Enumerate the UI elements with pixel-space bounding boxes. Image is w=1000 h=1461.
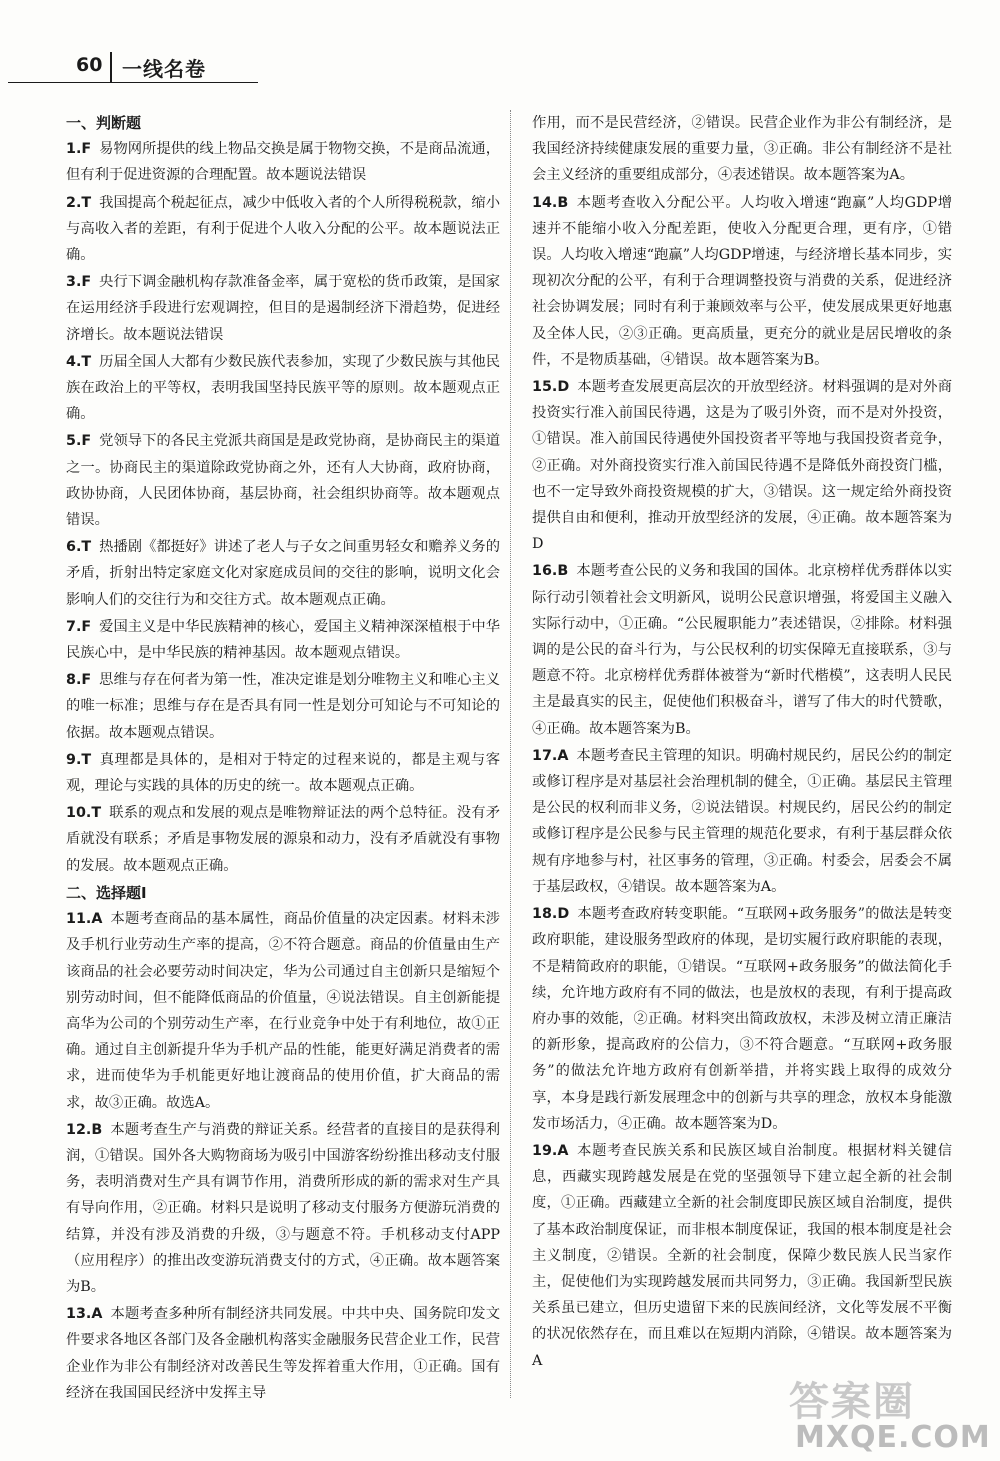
answer-text: 本题考查民主管理的知识。明确村规民约，居民公约的制定或修订程序是对基层社会治理机制的健全，①正确。基层民主管理是公民的权利而非义务，②说法错误。村规民约，居民公约的制定或修订程序是公民参与民主管理的规范化要求，有利于基层群众依规有序地参与村，社区事务的管理，③正确。村委会，居委会不属于基层政权，④错误。故本题答案为A。	[532, 747, 952, 895]
answer-text: 本题考查生产与消费的辩证关系。经营者的直接目的是获得利润，①错误。国外各大购物商场为吸引中国游客纷纷推出移动支付服务，表明消费对生产具有调节作用，消费所形成的新的需求对生产具有导向作用，②正确。材料只是说明了移动支付服务方便游玩消费的结算，并没有涉及消费的升级，③与题意不符。手机移动支付APP（应用程序）的推出改变游玩消费支付的方式，④正确。故本题答案为B。	[66, 1121, 500, 1295]
watermark-url: MXQE.COM	[795, 1420, 991, 1455]
answer-item	[66, 1301, 500, 1406]
answer-number: 10.T	[66, 805, 102, 822]
answer-item	[66, 349, 500, 428]
answer-number: 1.F	[66, 141, 92, 158]
answer-number: 2.T	[66, 194, 92, 211]
section-heading: 二、选择题Ⅰ	[66, 883, 147, 902]
answer-item	[532, 558, 952, 741]
page-header	[62, 52, 342, 86]
answer-number: 17.A	[532, 747, 569, 764]
answer-text: 联系的观点和发展的观点是唯物辩证法的两个总特征。没有矛盾就没有联系；矛盾是事物发展的源泉和动力，没有矛盾就没有事物的发展。故本题观点正确。	[66, 805, 500, 874]
answer-item	[66, 1117, 500, 1300]
answer-item	[66, 800, 500, 879]
answer-item	[66, 906, 500, 1116]
answer-text: 本题考查收入分配公平。人均收入增速“跑赢”人均GDP增速并不能缩小收入分配差距，使收入分配更合理，更有序，①错误。人均收入增速“跑赢”人均GDP增速，与经济增长基本同步，实现初次分配的公平，有利于合理调整投资与消费的关系，促进经济社会协调发展；同时有利于兼顾效率与公平，使发展成果更好地惠及全体人民，②③正确。更高质量，更充分的就业是居民增收的条件，不是物质基础，④错误。故本题答案为B。	[532, 194, 952, 368]
answer-item	[66, 269, 500, 348]
left-column	[66, 110, 500, 1407]
answer-number: 6.T	[66, 539, 92, 556]
answer-text: 本题考查民族关系和民族区域自治制度。根据材料关键信息，西藏实现跨越发展是在党的坚强领导下建立起全新的社会制度，①正确。西藏建立全新的社会制度即民族区域自治制度，提供了基本政治制度保证，而非根本制度保证，我国的根本制度是社会主义制度，②错误。全新的社会制度，保障少数民族人民当家作主，促使他们为实现跨越发展而共同努力，③正确。我国新型民族关系虽已建立，但历史遗留下来的民族间经济，文化等发展不平衡的状况依然存在，而且难以在短期内消除，④错误。故本题答案为A	[532, 1142, 952, 1369]
answer-text: 历届全国人大都有少数民族代表参加，实现了少数民族与其他民族在政治上的平等权，表明我国坚持民族平等的原则。故本题观点正确。	[66, 353, 500, 423]
answer-number: 18.D	[532, 906, 570, 923]
answer-text: 思维与存在何者为第一性，准决定谁是划分唯物主义和唯心主义的唯一标准；思维与存在是否具有同一性是划分可知论与不可知论的依据。故本题观点错误。	[66, 672, 500, 741]
answer-item	[66, 136, 500, 188]
header-rule	[8, 82, 258, 83]
answer-text: 本题考查公民的义务和我国的国体。北京榜样优秀群体以实际行动引领着社会文明新风，说明公民意识增强，将爱国主义融入实际行动中，①正确。“公民履职能力”表述错误，②排除。材料强调的是公民的奋斗行为，与公民权利的切实保障无直接联系，③与题意不符。北京榜样优秀群体被誉为“新时代楷模”，这表明人民民主是最真实的民主，促使他们积极奋斗，谱写了伟大的时代赞歌，④正确。故本题答案为B。	[532, 563, 952, 737]
answer-text: 作用，而不是民营经济，②错误。民营企业作为非公有制经济，是我国经济持续健康发展的重要力量，③正确。非公有制经济不是社会主义经济的重要组成部分，④表述错误。故本题答案为A。	[532, 115, 952, 184]
answer-continuation	[532, 110, 952, 189]
answer-number: 19.A	[532, 1142, 569, 1159]
answer-text: 爱国主义是中华民族精神的核心，爱国主义精神深深植根于中华民族心中，是中华民族的精神基因。故本题观点错误。	[66, 618, 500, 662]
answer-text: 本题考查政府转变职能。“互联网+政务服务”的做法是转变政府职能，建设服务型政府的体现，是切实履行政府职能的表现，不是精简政府的职能，①错误。“互联网+政务服务”的做法简化手续，允许地方政府有不同的做法，也是放权的表现，有利于提高政府办事的效能，②正确。材料突出简政放权，未涉及树立清正廉洁的新形象，提高政府的公信力，③不符合题意。“互联网+政务服务”的做法允许地方政府有创新举措，并将实践上取得的成效分享，本身是践行新发展理念中的创新与共享的理念，放权本身能激发市场活力，④正确。故本题答案为D。	[532, 906, 952, 1132]
answer-text: 热播剧《都挺好》讲述了老人与子女之间重男轻女和赡养义务的矛盾，折射出特定家庭文化对家庭成员间的交往的影响，说明文化会影响人们的交往行为和交往方式。故本题观点正确。	[66, 539, 500, 608]
answer-number: 8.F	[66, 672, 92, 689]
answer-text: 本题考查商品的基本属性，商品价值量的决定因素。材料未涉及手机行业劳动生产率的提高，②不符合题意。商品的价值量由生产该商品的社会必要劳动时间决定，华为公司通过自主创新只是缩短个别劳动时间，但不能降低商品的价值量，④说法错误。自主创新能提高华为公司的个别劳动生产率，在行业竞争中处于有利地位，故①正确。通过自主创新提升华为手机产品的性能，能更好满足消费者的需求，进而使华为手机能更好地让渡商品的使用价值，扩大商品的需求，故③正确。故选A。	[66, 911, 500, 1111]
watermark-logo	[789, 1370, 991, 1460]
answer-text: 党领导下的各民主党派共商国是是政党协商，是协商民主的渠道之一。协商民主的渠道除政党协商之外，还有人大协商，政府协商，政协协商，人民团体协商，基层协商，社会组织协商等。故本题观点错误。	[66, 433, 500, 529]
answer-text: 本题考查多种所有制经济共同发展。中共中央、国务院印发文件要求各地区各部门及各金融机构落实金融服务民营企业工作，民营企业作为非公有制经济对改善民生等发挥着重大作用，①正确。国有经济在我国国民经济中发挥主导	[66, 1306, 500, 1401]
page-number: 60	[76, 54, 103, 76]
answer-item	[66, 428, 500, 533]
answer-text: 易物网所提供的线上物品交换是属于物物交换，不是商品流通，但有利于促进资源的合理配置。故本题说法错误	[66, 141, 500, 184]
answer-number: 5.F	[66, 433, 92, 450]
answer-item	[66, 534, 500, 613]
answer-item	[66, 747, 500, 799]
watermark-text: 答案圈	[789, 1379, 915, 1425]
header-divider	[110, 52, 112, 82]
column-divider	[510, 110, 511, 1398]
answer-text: 真理都是具体的，是相对于特定的过程来说的，都是主观与客观，理论与实践的具体的历史的统一。故本题观点正确。	[66, 751, 500, 795]
answer-number: 4.T	[66, 353, 92, 370]
answer-item	[66, 667, 500, 746]
answer-text: 我国提高个税起征点，减少中低收入者的个人所得税税款，缩小与高收入者的差距，有利于促进个人收入分配的公平。故本题说法正确。	[66, 194, 500, 264]
answer-number: 11.A	[66, 911, 103, 928]
answer-number: 15.D	[532, 379, 570, 396]
answer-item	[66, 190, 500, 269]
answer-text: 央行下调金融机构存款准备金率，属于宽松的货币政策，是国家在运用经济手段进行宏观调控，但目的是遏制经济下滑趋势，促进经济增长。故本题说法错误	[66, 274, 500, 343]
answer-item	[532, 901, 952, 1137]
book-title: 一线名卷	[122, 57, 206, 81]
section-heading: 一、判断题	[66, 114, 142, 132]
answer-item	[532, 190, 952, 373]
answer-number: 13.A	[66, 1306, 103, 1323]
answer-number: 7.F	[66, 618, 92, 635]
answer-item	[532, 1138, 952, 1374]
right-column	[532, 110, 952, 1375]
answer-item	[66, 614, 500, 666]
answer-number: 16.B	[532, 563, 569, 580]
answer-number: 12.B	[66, 1121, 103, 1138]
answer-item	[532, 374, 952, 557]
answer-text: 本题考查发展更高层次的开放型经济。材料强调的是对外商投资实行准入前国民待遇，这是为了吸引外资，而不是对外投资，①错误。准入前国民待遇使外国投资者平等地与我国投资者竞争，②正确。对外商投资实行准入前国民待遇不是降低外商投资门槛，也不一定导致外商投资规模的扩大，③错误。这一规定给外商投资提供自由和便利，推动开放型经济的发展，④正确。故本题答案为D	[532, 379, 952, 553]
answer-number: 9.T	[66, 751, 92, 768]
answer-number: 14.B	[532, 194, 569, 211]
answer-item	[532, 743, 952, 900]
answer-number: 3.F	[66, 274, 92, 291]
